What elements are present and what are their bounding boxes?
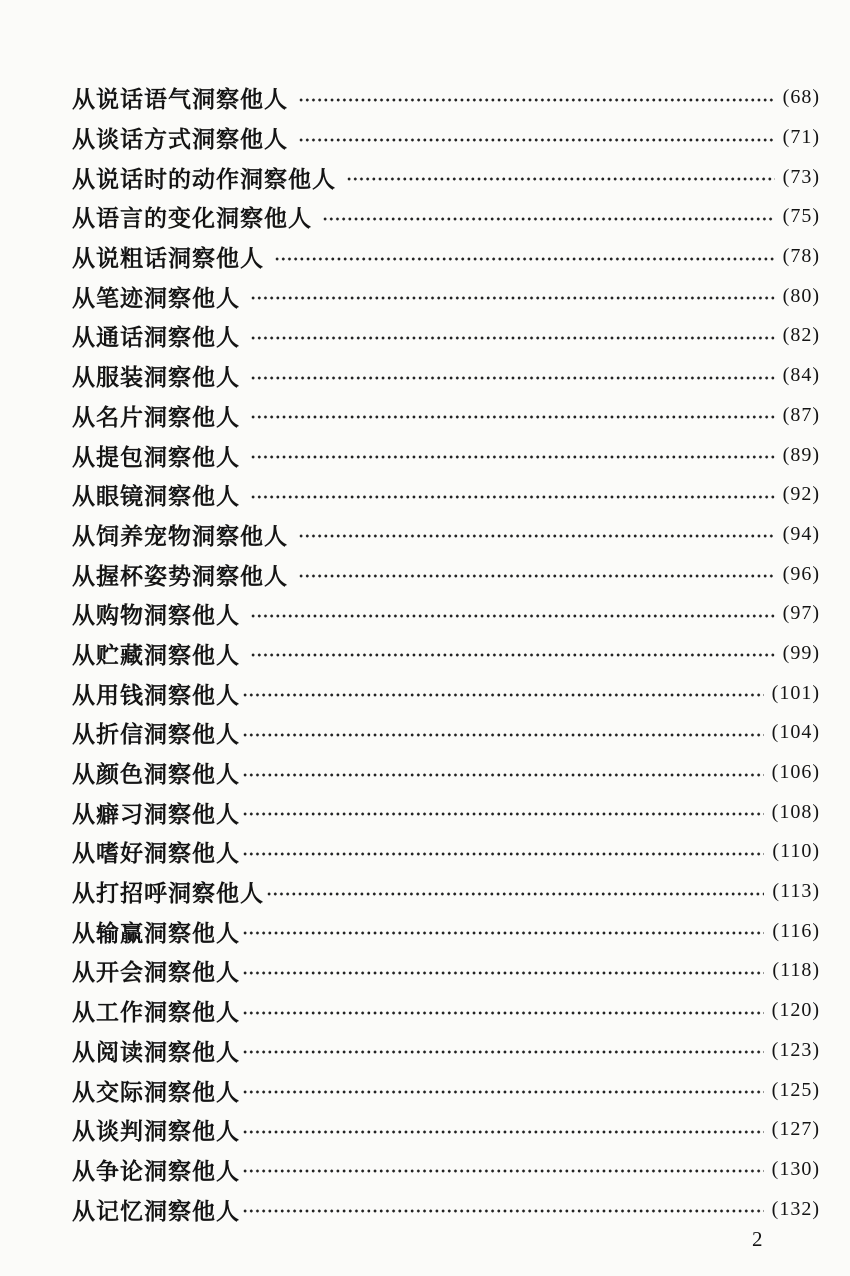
toc-entry[interactable] bbox=[72, 594, 820, 634]
toc-entry[interactable] bbox=[72, 554, 820, 594]
toc-entry-title: 从谈判洞察他人 bbox=[72, 1118, 240, 1146]
toc-entry-title: 从记忆洞察他人 bbox=[72, 1197, 240, 1225]
toc-entry-page: (99) bbox=[782, 641, 820, 664]
toc-entry[interactable] bbox=[72, 515, 820, 555]
toc-entry[interactable] bbox=[72, 475, 820, 515]
toc-entry-title: 从服装洞察他人 bbox=[72, 364, 240, 392]
toc-entry[interactable] bbox=[72, 1150, 820, 1190]
dot-leader bbox=[242, 733, 764, 737]
dot-leader bbox=[242, 773, 764, 777]
dot-leader bbox=[266, 892, 764, 896]
toc-entry[interactable] bbox=[72, 396, 820, 436]
toc-entry-page: (75) bbox=[782, 205, 820, 228]
toc-entry-title: 从交际洞察他人 bbox=[72, 1078, 240, 1106]
toc-entry[interactable] bbox=[72, 713, 820, 753]
toc-entry-title: 从名片洞察他人 bbox=[72, 403, 240, 431]
toc-entry[interactable] bbox=[72, 911, 820, 951]
dot-leader bbox=[298, 574, 775, 578]
toc-entry[interactable] bbox=[72, 316, 820, 356]
toc-entry-page: (73) bbox=[782, 165, 820, 188]
toc-entry-title: 从工作洞察他人 bbox=[72, 999, 240, 1027]
dot-leader bbox=[250, 296, 775, 300]
toc-entry-page: (130) bbox=[771, 1157, 820, 1180]
toc-entry-page: (106) bbox=[771, 761, 820, 784]
toc-entry[interactable] bbox=[72, 78, 820, 118]
toc-entry[interactable] bbox=[72, 157, 820, 197]
dot-leader bbox=[250, 415, 775, 419]
toc-entry-page: (132) bbox=[771, 1197, 820, 1220]
toc-entry-page: (127) bbox=[771, 1118, 820, 1141]
toc-entry-page: (108) bbox=[771, 800, 820, 823]
toc-entry-page: (84) bbox=[782, 364, 820, 387]
toc-entry-title: 从通话洞察他人 bbox=[72, 324, 240, 352]
table-of-contents bbox=[72, 78, 820, 1229]
dot-leader bbox=[242, 971, 764, 975]
toc-entry[interactable] bbox=[72, 1110, 820, 1150]
toc-entry-page: (104) bbox=[771, 721, 820, 744]
toc-entry-title: 从说话语气洞察他人 bbox=[72, 86, 288, 114]
dot-leader bbox=[242, 1130, 764, 1134]
page-number: 2 bbox=[752, 1227, 763, 1251]
toc-entry-page: (113) bbox=[772, 880, 820, 903]
toc-entry-title: 从阅读洞察他人 bbox=[72, 1038, 240, 1066]
toc-entry[interactable] bbox=[72, 792, 820, 832]
toc-entry[interactable] bbox=[72, 832, 820, 872]
dot-leader bbox=[242, 852, 764, 856]
toc-entry[interactable] bbox=[72, 197, 820, 237]
toc-entry-title: 从折信洞察他人 bbox=[72, 721, 240, 749]
toc-entry-page: (87) bbox=[782, 403, 820, 426]
toc-entry[interactable] bbox=[72, 634, 820, 674]
toc-entry-title: 从说粗话洞察他人 bbox=[72, 245, 264, 273]
dot-leader bbox=[242, 1090, 764, 1094]
dot-leader bbox=[250, 653, 775, 657]
dot-leader bbox=[242, 693, 764, 697]
toc-entry-title: 从说话时的动作洞察他人 bbox=[72, 165, 336, 193]
toc-entry-title: 从语言的变化洞察他人 bbox=[72, 205, 312, 233]
toc-entry-page: (71) bbox=[782, 126, 820, 149]
toc-entry-title: 从谈话方式洞察他人 bbox=[72, 126, 288, 154]
dot-leader bbox=[242, 812, 764, 816]
dot-leader bbox=[298, 98, 775, 102]
toc-entry-title: 从输赢洞察他人 bbox=[72, 919, 240, 947]
toc-entry-page: (82) bbox=[782, 324, 820, 347]
dot-leader bbox=[242, 931, 764, 935]
toc-entry-page: (123) bbox=[771, 1038, 820, 1061]
toc-entry[interactable] bbox=[72, 951, 820, 991]
dot-leader bbox=[250, 455, 775, 459]
toc-entry-title: 从颜色洞察他人 bbox=[72, 761, 240, 789]
dot-leader bbox=[242, 1169, 764, 1173]
toc-entry-title: 从饲养宠物洞察他人 bbox=[72, 522, 288, 550]
toc-entry[interactable] bbox=[72, 435, 820, 475]
toc-entry-title: 从癖习洞察他人 bbox=[72, 800, 240, 828]
toc-entry-page: (89) bbox=[782, 443, 820, 466]
toc-entry-page: (97) bbox=[782, 602, 820, 625]
toc-entry-page: (80) bbox=[782, 284, 820, 307]
dot-leader bbox=[242, 1209, 764, 1213]
toc-entry[interactable] bbox=[72, 237, 820, 277]
toc-entry-title: 从眼镜洞察他人 bbox=[72, 483, 240, 511]
toc-entry-page: (116) bbox=[772, 919, 820, 942]
toc-entry-page: (120) bbox=[771, 999, 820, 1022]
dot-leader bbox=[322, 217, 775, 221]
toc-entry-title: 从嗜好洞察他人 bbox=[72, 840, 240, 868]
dot-leader bbox=[250, 336, 775, 340]
toc-entry-page: (78) bbox=[782, 245, 820, 268]
toc-entry-title: 从开会洞察他人 bbox=[72, 959, 240, 987]
toc-entry-title: 从购物洞察他人 bbox=[72, 602, 240, 630]
toc-entry[interactable] bbox=[72, 673, 820, 713]
toc-entry[interactable] bbox=[72, 118, 820, 158]
dot-leader bbox=[274, 257, 775, 261]
toc-entry-page: (101) bbox=[771, 681, 820, 704]
dot-leader bbox=[250, 376, 775, 380]
toc-entry-title: 从笔迹洞察他人 bbox=[72, 284, 240, 312]
toc-entry-page: (68) bbox=[782, 86, 820, 109]
toc-entry-title: 从争论洞察他人 bbox=[72, 1157, 240, 1185]
toc-entry-page: (96) bbox=[782, 562, 820, 585]
toc-entry-page: (110) bbox=[772, 840, 820, 863]
toc-entry[interactable] bbox=[72, 753, 820, 793]
toc-entry-title: 从打招呼洞察他人 bbox=[72, 880, 264, 908]
toc-entry[interactable] bbox=[72, 991, 820, 1031]
toc-entry-title: 从握杯姿势洞察他人 bbox=[72, 562, 288, 590]
dot-leader bbox=[250, 495, 775, 499]
toc-entry[interactable] bbox=[72, 1189, 820, 1229]
dot-leader bbox=[242, 1011, 764, 1015]
toc-entry-title: 从用钱洞察他人 bbox=[72, 681, 240, 709]
dot-leader bbox=[298, 138, 775, 142]
dot-leader bbox=[298, 534, 775, 538]
toc-entry-title: 从提包洞察他人 bbox=[72, 443, 240, 471]
toc-entry-page: (118) bbox=[772, 959, 820, 982]
toc-entry[interactable] bbox=[72, 356, 820, 396]
toc-entry-page: (125) bbox=[771, 1078, 820, 1101]
toc-entry[interactable] bbox=[72, 1070, 820, 1110]
toc-entry-title: 从贮藏洞察他人 bbox=[72, 641, 240, 669]
dot-leader bbox=[250, 614, 775, 618]
toc-entry-page: (92) bbox=[782, 483, 820, 506]
toc-entry[interactable] bbox=[72, 872, 820, 912]
toc-entry[interactable] bbox=[72, 1031, 820, 1071]
dot-leader bbox=[346, 177, 775, 181]
toc-entry[interactable] bbox=[72, 276, 820, 316]
dot-leader bbox=[242, 1050, 764, 1054]
toc-entry-page: (94) bbox=[782, 522, 820, 545]
